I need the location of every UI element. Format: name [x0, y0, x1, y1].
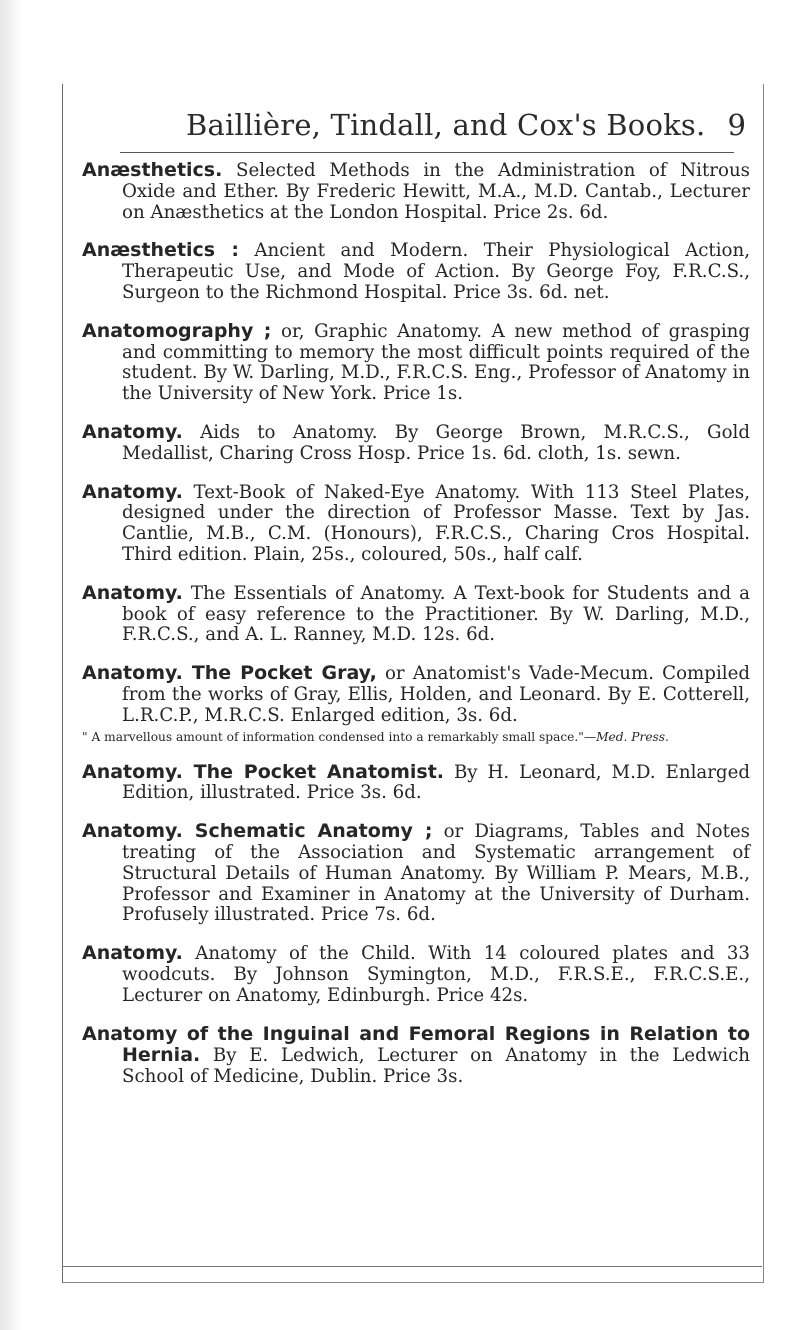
- header-rule: [120, 152, 734, 153]
- entry-heading: Anatomy.: [82, 942, 183, 965]
- page-title: Baillière, Tindall, and Cox's Books.: [186, 108, 706, 142]
- book-entry: [82, 1024, 750, 1088]
- page-edge-shadow: [0, 0, 22, 1330]
- entry-heading: Anatomography ;: [82, 319, 272, 342]
- entry-heading: Anatomy. Schematic Anatomy ;: [82, 820, 433, 843]
- bottom-rule: [62, 1266, 762, 1267]
- book-entry: [82, 663, 750, 744]
- entry-text: Ancient and Modern. Their Physiological Action, Therapeutic Use, and Mode of Action. By George Foy, F.R.C.S., Surgeon to the Richmond Hospital. Price 3s. 6d. net.: [122, 240, 750, 303]
- entry-heading: Anæsthetics :: [82, 239, 239, 262]
- entry-text: Anatomy of the Child. With 14 coloured plates and 33 woodcuts. By Johnson Symington, M.D., F.R.S.E., F.R.C.S.E., Lecturer on Anatomy, Edinburgh. Price 42s.: [122, 943, 750, 1006]
- entry-text: or Anatomist's Vade-Mecum. Compiled from the works of Gray, Ellis, Holden, and Leonard. By E. Cotterell, L.R.C.P., M.R.C.S. Enlarged edition, 3s. 6d.: [122, 663, 750, 726]
- book-list: [82, 160, 750, 1105]
- book-entry: [82, 160, 750, 223]
- entry-heading: Anatomy. The Pocket Gray,: [82, 662, 377, 685]
- page-header: [186, 108, 766, 152]
- book-entry: [82, 762, 750, 805]
- entry-heading: Anæsthetics.: [82, 159, 223, 181]
- book-entry: [82, 240, 750, 303]
- entry-heading: Anatomy of the Inguinal and Femoral Regions in Relation to Hernia.: [82, 1022, 750, 1067]
- book-entry: [82, 583, 750, 646]
- quote-text: " A marvellous amount of information condensed into a remarkably small space."—: [82, 729, 597, 744]
- book-entry: [82, 821, 750, 926]
- book-entry: [82, 482, 750, 566]
- quote-source: Med. Press.: [596, 729, 669, 744]
- entry-text: The Essentials of Anatomy. A Text-book for Students and a book of easy reference to the Practitioner. By W. Darling, M.D., F.R.C.S., and A. L. Ranney, M.D. 12s. 6d.: [122, 582, 750, 646]
- entry-heading: Anatomy.: [82, 581, 183, 604]
- entry-text: Aids to Anatomy. By George Brown, M.R.C.S., Gold Medallist, Charing Cross Hosp. Price 1s. 6d. cloth, 1s. sewn.: [122, 421, 750, 464]
- entry-heading: Anatomy.: [82, 480, 183, 503]
- book-entry: [82, 422, 750, 465]
- entry-heading: Anatomy.: [82, 420, 183, 443]
- review-quote: [82, 729, 750, 745]
- entry-text: Selected Methods in the Administration of Nitrous Oxide and Ether. By Frederic Hewitt, M.A., M.D. Cantab., Lecturer on Anæsthetics at the London Hospital. Price 2s. 6d.: [122, 160, 750, 223]
- entry-text: By H. Leonard, M.D. Enlarged Edition, illustrated. Price 3s. 6d.: [122, 761, 750, 804]
- book-entry: [82, 321, 750, 405]
- page-number: 9: [727, 108, 746, 142]
- entry-text: or Diagrams, Tables and Notes treating of the Association and Systematic arrangement of Structural Details of Human Anatomy. By William P. Mears, M.B., Professor and Examiner in Anatomy at the University of Durham. Profusely illustrated. Price 7s. 6d.: [122, 821, 750, 926]
- entry-text: or, Graphic Anatomy. A new method of grasping and committing to memory the most difficult points required of the student. By W. Darling, M.D., F.R.C.S. Eng., Professor of Anatomy in the University of New York. Price 1s.: [122, 320, 751, 405]
- entry-text: By E. Ledwich, Lecturer on Anatomy in the Ledwich School of Medicine, Dublin. Price 3s.: [122, 1045, 750, 1088]
- entry-text: Text-Book of Naked-Eye Anatomy. With 113 Steel Plates, designed under the direction of Professor Masse. Text by Jas. Cantlie, M.B., C.M. (Honours), F.R.C.S., Charing Cros Hospital. Third edition. Plain, 25s., coloured, 50s., half calf.: [122, 481, 750, 565]
- entry-heading: Anatomy. The Pocket Anatomist.: [82, 760, 444, 783]
- book-entry: [82, 943, 750, 1006]
